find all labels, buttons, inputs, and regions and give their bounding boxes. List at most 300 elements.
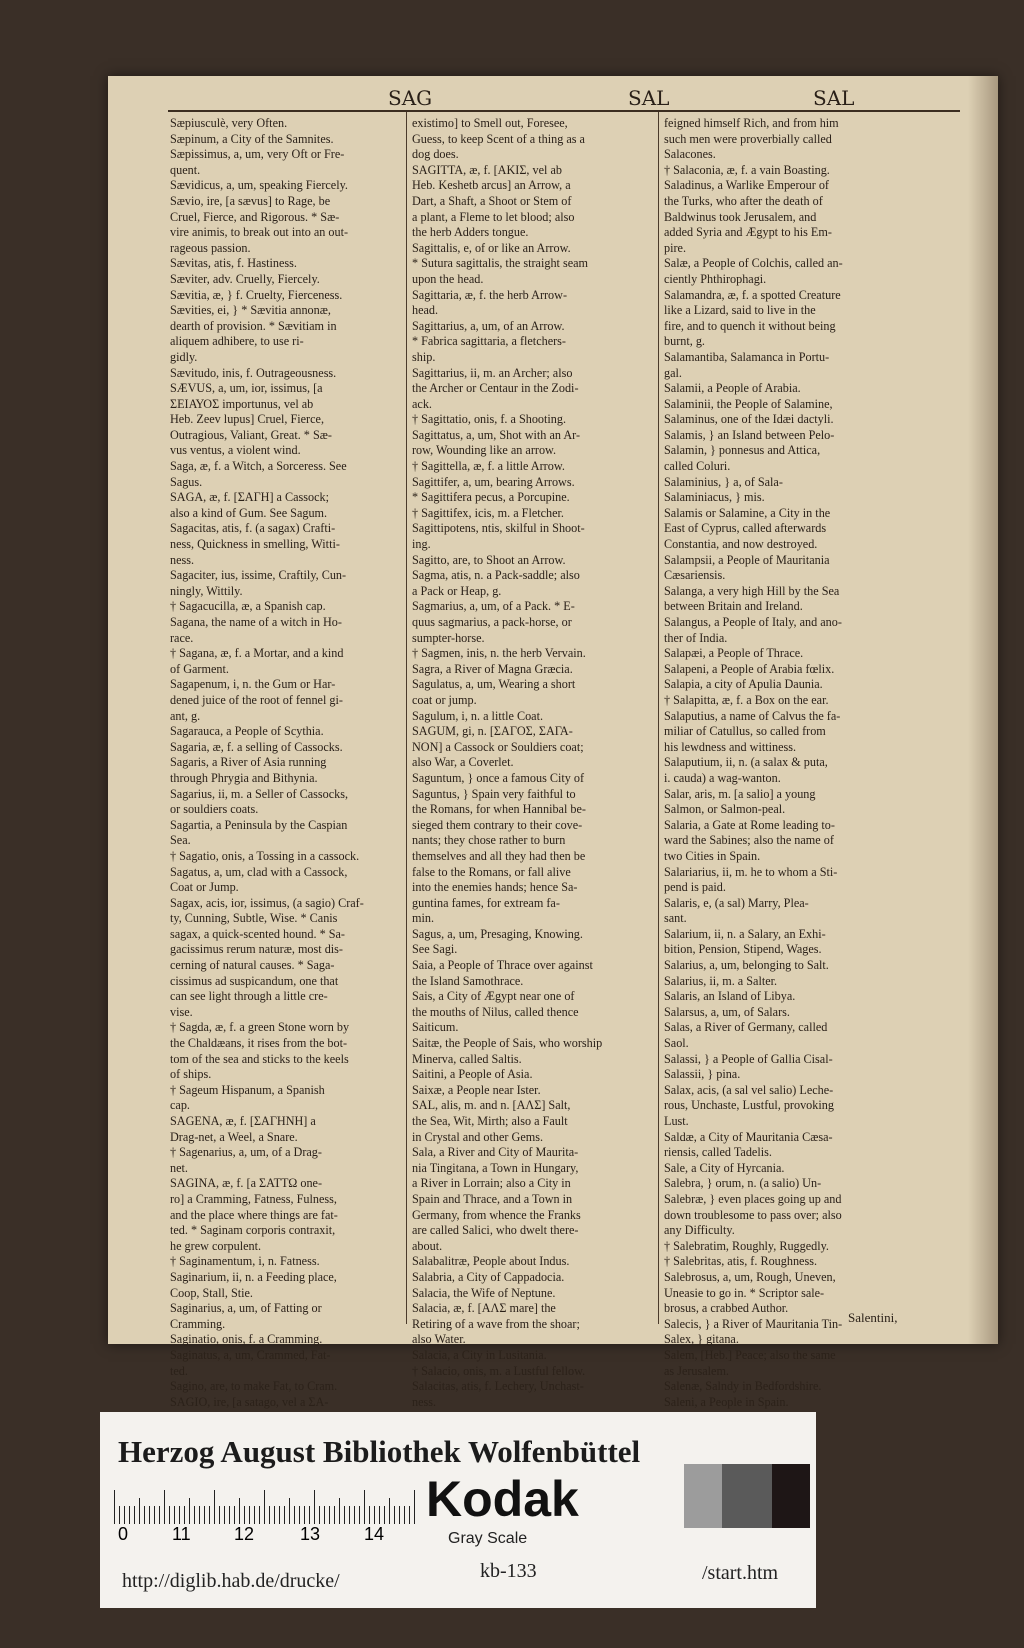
gray-patch-dark (772, 1464, 810, 1528)
ruler-tick (324, 1506, 325, 1524)
dictionary-line: dog does. (412, 147, 459, 162)
dictionary-line: Heb. Keshetb arcus] an Arrow, a (412, 178, 571, 193)
dictionary-line: the Sea, Wit, Mirth; also a Fault (412, 1114, 568, 1128)
dictionary-line: † Saginamentum, i, n. Fatness. (170, 1254, 320, 1269)
dictionary-line: Sagittaria, æ, f. the herb Arrow- (412, 287, 568, 302)
dictionary-line: Salmon, or Salmon-peal. (664, 802, 786, 817)
ruler-tick (369, 1506, 370, 1524)
ruler-tick (139, 1498, 140, 1524)
ruler-tick (124, 1506, 125, 1524)
ruler-tick (319, 1506, 320, 1524)
ruler-tick (414, 1490, 415, 1524)
dictionary-line: existimo] to Smell out, Foresee, (412, 116, 568, 130)
dictionary-line: Salax, acis, (a sal vel salio) Leche- (664, 1082, 834, 1097)
ruler-tick (239, 1498, 240, 1524)
dictionary-line: the Chaldæans, it rises from the bot- (170, 1036, 348, 1051)
ruler-tick (189, 1498, 190, 1524)
dictionary-line: † Sagittatio, onis, f. a Shooting. (412, 412, 567, 427)
dictionary-line: rageous passion. (170, 240, 251, 255)
dictionary-line: quent. (170, 162, 201, 177)
ruler-tick (309, 1506, 310, 1524)
dictionary-line: Saiticum. (412, 1020, 459, 1035)
ruler-tick (304, 1506, 305, 1524)
dictionary-line: brosus, a crabbed Author. (664, 1301, 789, 1316)
dictionary-line: Sale, a City of Hyrcania. (664, 1160, 785, 1175)
dictionary-line: net. (170, 1160, 188, 1175)
dictionary-line: of ships. (170, 1067, 212, 1082)
dictionary-line: Sagana, the name of a witch in Ho- (170, 615, 342, 629)
dictionary-line: cap. (170, 1098, 190, 1113)
dictionary-line: ship. (412, 349, 436, 364)
ruler-tick (404, 1506, 405, 1524)
dictionary-line: bition, Pension, Stipend, Wages. (664, 942, 822, 957)
dictionary-line: Salapia, a city of Apulia Daunia. (664, 677, 823, 692)
dictionary-line: † Sagacucilla, æ, a Spanish cap. (170, 599, 326, 614)
dictionary-line: Sagaria, æ, f. a selling of Cassocks. (170, 739, 343, 754)
dictionary-line: about. (412, 1238, 443, 1253)
dictionary-line: and the place where things are fat- (170, 1207, 338, 1222)
dictionary-line: the herb Adders tongue. (412, 225, 529, 240)
dictionary-line: Sagulatus, a, um, Wearing a short (412, 677, 576, 692)
ruler-tick (299, 1506, 300, 1524)
dictionary-line: Salamin, } ponnesus and Attica, (664, 443, 821, 458)
gray-patch-light (684, 1464, 722, 1528)
dictionary-line: † Sagmen, inis, n. the herb Vervain. (412, 646, 586, 661)
dictionary-line: Salacia, a City in Lusitania. (412, 1347, 547, 1362)
dictionary-line: head. (412, 303, 439, 318)
dictionary-line: Saia, a People of Thrace over against (412, 958, 593, 973)
dictionary-line: Sagaris, a River of Asia running (170, 755, 327, 770)
dictionary-line: Sæpinum, a City of the Samnites. (170, 131, 334, 146)
dictionary-line: min. (412, 911, 435, 926)
header-middle: SAL (628, 86, 670, 110)
ruler-tick (144, 1506, 145, 1524)
ruler-tick (364, 1490, 365, 1524)
dictionary-line: Cæsariensis. (664, 568, 726, 583)
ruler-tick (359, 1506, 360, 1524)
dictionary-line: as Jerusalem. (664, 1363, 729, 1378)
dictionary-line: false to the Romans, or fall alive (412, 864, 571, 879)
dictionary-line: Saitini, a People of Asia. (412, 1067, 533, 1082)
ruler-tick (184, 1506, 185, 1524)
dictionary-line: Sævitas, atis, f. Hastiness. (170, 256, 297, 271)
dictionary-line: ro] a Cramming, Fatness, Fulness, (170, 1191, 337, 1206)
dictionary-line: SAGUM, gi, n. [ΣΑΓΟΣ, ΣΑΓΑ- (412, 724, 573, 739)
dictionary-line: in Crystal and other Gems. (412, 1129, 543, 1144)
dictionary-line: gal. (664, 365, 682, 380)
scale-number: 12 (234, 1524, 255, 1544)
library-name: Herzog August Bibliothek Wolfenbüttel (118, 1434, 641, 1469)
dictionary-line: also Water. (412, 1332, 466, 1347)
ruler-tick (159, 1506, 160, 1524)
dictionary-line: Salarsus, a, um, of Salars. (664, 1004, 790, 1019)
ruler-tick (399, 1506, 400, 1524)
dictionary-line: pire. (664, 240, 686, 255)
ruler-tick (199, 1506, 200, 1524)
dictionary-line: Retiring of a wave from the shoar; (412, 1316, 580, 1331)
dictionary-line: Salarius, a, um, belonging to Salt. (664, 958, 829, 973)
dictionary-line: Lust. (664, 1114, 689, 1128)
dictionary-line: riensis, called Tadelis. (664, 1145, 772, 1160)
dictionary-line: a River in Lorrain; also a City in (412, 1176, 571, 1191)
dictionary-line: † Sagda, æ, f. a green Stone worn by (170, 1020, 350, 1035)
ruler-tick (349, 1506, 350, 1524)
dictionary-line: † Salacio, onis, m. a Lustful fellow. (412, 1363, 586, 1378)
ruler-tick (154, 1506, 155, 1524)
dictionary-line: Saguntum, } once a famous City of (412, 770, 585, 785)
ruler-tick (279, 1506, 280, 1524)
dictionary-line: * Sutura sagittalis, the straight seam (412, 256, 589, 271)
dictionary-line: Saginarius, a, um, of Fatting or (170, 1301, 322, 1316)
ruler-tick (229, 1506, 230, 1524)
ruler-tick (269, 1506, 270, 1524)
dictionary-line: Constantia, and now destroyed. (664, 537, 818, 552)
dictionary-line: Sagatus, a, um, clad with a Cassock, (170, 864, 348, 879)
dictionary-line: † Sagatio, onis, a Tossing in a cassock. (170, 848, 360, 863)
ruler-tick (344, 1506, 345, 1524)
dictionary-line: Sagarius, ii, m. a Seller of Cassocks, (170, 786, 349, 801)
header-rule (168, 110, 960, 112)
dictionary-line: Saleni, a People in Spain. (664, 1394, 789, 1409)
dictionary-line: or souldiers coats. (170, 802, 259, 817)
dictionary-line: Salapæi, a People of Thrace. (664, 646, 804, 661)
dictionary-line: Sea. (170, 833, 191, 848)
scale-ruler (114, 1482, 414, 1524)
dictionary-line: called Coluri. (664, 459, 731, 474)
dictionary-line: he grew corpulent. (170, 1238, 262, 1253)
dictionary-line: vise. (170, 1004, 193, 1019)
ruler-tick (294, 1506, 295, 1524)
dictionary-line: ΣΕΙΑΥΟΣ importunus, vel ab (170, 396, 314, 411)
dictionary-line: Saol. (664, 1036, 689, 1051)
dictionary-line: Sagma, atis, n. a Pack-saddle; also (412, 568, 580, 583)
dictionary-line: Salem, [Heb.] Peace; also the same (664, 1347, 836, 1362)
scale-number: 13 (300, 1524, 321, 1544)
gray-patch-mid (722, 1464, 772, 1528)
dictionary-line: upon the head. (412, 271, 484, 286)
dictionary-line: † Salebritas, atis, f. Roughness. (664, 1254, 818, 1269)
dictionary-line: Baldwinus took Jerusalem, and (664, 209, 817, 224)
dictionary-line: themselves and all they had then be (412, 848, 586, 863)
dictionary-line: down troublesome to pass over; also (664, 1207, 842, 1222)
shelf-code: kb-133 (480, 1560, 537, 1582)
dictionary-line: ack. (412, 396, 432, 411)
dictionary-line: vire animis, to break out into an out- (170, 225, 349, 240)
gray-scale-label: Gray Scale (448, 1530, 528, 1547)
dictionary-line: into the enemies hands; hence Sa- (412, 880, 578, 895)
dictionary-line: Sagittifer, a, um, bearing Arrows. (412, 474, 575, 489)
catchword: Salentini, (848, 1310, 898, 1325)
dictionary-line: aliquem adhibere, to use ri- (170, 334, 304, 349)
kodak-logo: Kodak (426, 1471, 579, 1527)
dictionary-line: like a Lizard, said to live in the (664, 303, 816, 318)
dictionary-line: also War, a Coverlet. (412, 755, 514, 770)
scale-numbers (110, 1524, 410, 1548)
dictionary-line: Salabalitræ, People about Indus. (412, 1254, 570, 1269)
dictionary-line: Salaminius, } a, of Sala- (664, 474, 783, 489)
dictionary-line: Sævitudo, inis, f. Outrageousness. (170, 365, 337, 380)
dictionary-line: Salarium, ii, n. a Salary, an Exhi- (664, 926, 826, 941)
dictionary-line: Germany, from whence the Franks (412, 1207, 581, 1222)
dictionary-line: also a kind of Gum. See Sagum. (170, 505, 328, 520)
dictionary-line: Sagulum, i, n. a little Coat. (412, 708, 544, 723)
column-divider (406, 112, 407, 1324)
dictionary-line: the Turks, who after the death of (664, 193, 823, 208)
dictionary-line: the Archer or Centaur in the Zodi- (412, 381, 579, 396)
dictionary-column-3 (664, 116, 958, 1410)
column-divider (658, 112, 659, 1324)
dictionary-line: Sagittalis, e, of or like an Arrow. (412, 240, 571, 255)
dictionary-line: † Salebratim, Roughly, Ruggedly. (664, 1238, 829, 1253)
ruler-tick (379, 1506, 380, 1524)
ruler-tick (264, 1490, 265, 1524)
dictionary-line: Coat or Jump. (170, 880, 239, 895)
ruler-tick (224, 1506, 225, 1524)
dictionary-line: of Garment. (170, 661, 229, 676)
dictionary-line: Salas, a River of Germany, called (664, 1020, 828, 1035)
dictionary-line: Salar, aris, m. [a salio] a young (664, 786, 816, 801)
dictionary-line: Saladinus, a Warlike Emperour of (664, 178, 829, 193)
dictionary-line: Sagus, a, um, Presaging, Knowing. (412, 926, 583, 941)
dictionary-line: ted. * Saginam corporis contraxit, (170, 1223, 336, 1238)
dictionary-line: sieged them contrary to their cove- (412, 817, 583, 832)
dictionary-line: Salanga, a very high Hill by the Sea (664, 583, 840, 598)
dictionary-line: Salaria, a Gate at Rome leading to- (664, 817, 835, 832)
ruler-tick (219, 1506, 220, 1524)
dictionary-line: cissimus ad suspicandum, one that (170, 973, 339, 988)
dictionary-line: East of Cyprus, called afterwards (664, 521, 827, 536)
ruler-tick (194, 1506, 195, 1524)
dictionary-line: Salebra, } orum, n. (a salio) Un- (664, 1176, 822, 1191)
dictionary-line: * Sagittifera pecus, a Porcupine. (412, 490, 570, 505)
dictionary-line: * Fabrica sagittaria, a fletchers- (412, 334, 566, 349)
ruler-tick (249, 1506, 250, 1524)
ruler-tick (334, 1506, 335, 1524)
dictionary-line: Salamii, a People of Arabia. (664, 381, 801, 396)
dictionary-line: Saga, æ, f. a Witch, a Sorceress. See (170, 459, 347, 474)
dictionary-line: Cruel, Fierce, and Rigorous. * Sæ- (170, 209, 340, 224)
dictionary-line: Heb. Zeev lupus] Cruel, Fierce, (170, 412, 324, 427)
dictionary-line: such men were proverbially called (664, 131, 832, 146)
dictionary-line: tom of the sea and sticks to the keels (170, 1051, 349, 1066)
dictionary-line: Salamis or Salamine, a City in the (664, 505, 831, 520)
dictionary-line: nants; they chose rather to burn (412, 833, 566, 848)
dictionary-line: Sævitia, æ, } f. Cruelty, Fierceness. (170, 287, 343, 302)
dictionary-line: Spain and Thrace, and a Town in (412, 1191, 573, 1206)
dictionary-line: Salæ, a People of Colchis, called an- (664, 256, 843, 271)
dictionary-line: Saldæ, a City of Mauritania Cæsa- (664, 1129, 833, 1144)
dictionary-line: Salassi, } a People of Gallia Cisal- (664, 1051, 833, 1066)
ruler-tick (384, 1506, 385, 1524)
dictionary-line: cerning of natural causes. * Saga- (170, 958, 335, 973)
ruler-tick (314, 1490, 315, 1524)
ruler-tick (259, 1506, 260, 1524)
dictionary-line: sumpter-horse. (412, 630, 485, 645)
dictionary-column-2 (412, 116, 652, 1426)
dictionary-line: Minerva, called Saltis. (412, 1051, 522, 1066)
ruler-tick (114, 1490, 115, 1524)
dictionary-line: Salaputium, ii, n. (a salax & puta, (664, 755, 828, 770)
ruler-tick (374, 1506, 375, 1524)
dictionary-line: Saixæ, a People near Ister. (412, 1082, 541, 1097)
scale-number: 14 (364, 1524, 385, 1544)
dictionary-line: Salaris, e, (a sal) Marry, Plea- (664, 895, 809, 910)
dictionary-line: Uneasie to go in. * Scriptor sale- (664, 1285, 825, 1300)
ruler-tick (284, 1506, 285, 1524)
dictionary-line: Salapeni, a People of Arabia fœlix. (664, 661, 835, 676)
dictionary-line: rous, Unchaste, Lustful, provoking (664, 1098, 834, 1113)
dictionary-line: Salamantiba, Salamanca in Portu- (664, 349, 830, 364)
dictionary-line: Salabria, a City of Cappadocia. (412, 1269, 565, 1284)
dictionary-line: fire, and to quench it without being (664, 318, 836, 333)
dictionary-line: SAGITTA, æ, f. [ΑΚΙΣ, vel ab (412, 162, 562, 177)
dictionary-line: ant, g. (170, 708, 201, 723)
dictionary-line: nia Tingitana, a Town in Hungary, (412, 1160, 579, 1175)
dictionary-line: Salenæ, Salndy in Bedfordshire. (664, 1379, 822, 1394)
dictionary-line: any Difficulty. (664, 1223, 735, 1238)
dictionary-line: burnt, g. (664, 334, 705, 349)
dictionary-line: Outragious, Valiant, Great. * Sæ- (170, 427, 332, 442)
dictionary-line: ness, Quickness in smelling, Witti- (170, 537, 340, 552)
ruler-tick (129, 1506, 130, 1524)
dictionary-line: can see light through a little cre- (170, 989, 328, 1004)
ruler-tick (329, 1506, 330, 1524)
dictionary-line: † Sagittella, æ, f. a little Arrow. (412, 459, 565, 474)
ruler-tick (204, 1506, 205, 1524)
dictionary-line: Salebræ, } even places going up and (664, 1191, 842, 1206)
dictionary-line: are called Salici, who dwelt there- (412, 1223, 579, 1238)
dictionary-line: Sæpiusculè, very Often. (170, 116, 288, 130)
ruler-tick (409, 1506, 410, 1524)
ruler-tick (254, 1506, 255, 1524)
dictionary-line: gidly. (170, 349, 198, 364)
dictionary-line: race. (170, 630, 194, 645)
dictionary-line: i. cauda) a wag-wanton. (664, 770, 781, 785)
dictionary-line: † Sagana, æ, f. a Mortar, and a kind (170, 646, 344, 661)
dictionary-line: Sagus. (170, 474, 203, 489)
dictionary-line: between Britain and Ireland. (664, 599, 803, 614)
dictionary-line: Sagacitas, atis, f. (a sagax) Crafti- (170, 521, 336, 536)
dictionary-line: the Island Samothrace. (412, 973, 524, 988)
ruler-tick (234, 1506, 235, 1524)
dictionary-line: Salarius, ii, m. a Salter. (664, 973, 778, 988)
dictionary-line: Salacia, the Wife of Neptune. (412, 1285, 556, 1300)
url-suffix: /start.htm (702, 1562, 779, 1584)
header-left: SAG (388, 86, 433, 110)
library-url: http://diglib.hab.de/drucke/ (122, 1570, 340, 1592)
dictionary-line: NON] a Cassock or Souldiers coat; (412, 739, 584, 754)
dictionary-line: Salebrosus, a, um, Rough, Uneven, (664, 1269, 836, 1284)
dictionary-line: Sagittarius, a, um, of an Arrow. (412, 318, 565, 333)
ruler-tick (169, 1506, 170, 1524)
dictionary-line: a plant, a Fleme to let blood; also (412, 209, 575, 224)
dictionary-line: Salacitas, atis, f. Lechery, Unchast- (412, 1379, 584, 1394)
dictionary-line: Salaris, an Island of Libya. (664, 989, 796, 1004)
ruler-tick (209, 1506, 210, 1524)
ruler-tick (134, 1506, 135, 1524)
dictionary-line: Dart, a Shaft, a Shoot or Stem of (412, 193, 572, 208)
ruler-tick (289, 1498, 290, 1524)
dictionary-line: Sagittipotens, ntis, skilful in Shoot- (412, 521, 585, 536)
dictionary-line: added Syria and Ægypt to his Em- (664, 225, 832, 240)
ruler-tick (164, 1490, 165, 1524)
dictionary-line: Sævio, ire, [a sævus] to Rage, be (170, 193, 331, 208)
ruler-tick (394, 1506, 395, 1524)
dictionary-line: dearth of provision. * Sævitiam in (170, 318, 337, 333)
dictionary-line: SAGA, æ, f. [ΣΑΓΗ] a Cassock; (170, 490, 330, 505)
dictionary-line: ward the Sabines; also the name of (664, 833, 834, 848)
dictionary-line: † Salaconia, æ, f. a vain Boasting. (664, 162, 830, 177)
ruler-tick (274, 1506, 275, 1524)
header-right: SAL (813, 86, 855, 110)
dictionary-line: SAGENA, æ, f. [ΣΑΓΗΝΗ] a (170, 1114, 316, 1128)
ruler-tick (354, 1506, 355, 1524)
kodak-color-target (100, 1412, 816, 1608)
dictionary-line: † Sagenarius, a, um, of a Drag- (170, 1145, 322, 1160)
ruler-tick (244, 1506, 245, 1524)
dictionary-line: Sæviter, adv. Cruelly, Fiercely. (170, 271, 320, 286)
dictionary-line: Sagarauca, a People of Scythia. (170, 724, 324, 739)
dictionary-line: Saginatus, a, um, Crammed, Fat- (170, 1347, 331, 1362)
dictionary-line: Salamis, } an Island between Pelo- (664, 427, 835, 442)
dictionary-line: Sagapenum, i, n. the Gum or Har- (170, 677, 336, 692)
dictionary-line: row, Wounding like an arrow. (412, 443, 557, 458)
dictionary-line: Salaputius, a name of Calvus the fa- (664, 708, 841, 723)
ruler-tick (339, 1498, 340, 1524)
dictionary-line: Saginatio, onis, f. a Cramming. (170, 1332, 323, 1347)
dictionary-line: Sagittarius, ii, m. an Archer; also (412, 365, 573, 380)
dictionary-line: Salaminus, one of the Idæi dactyli. (664, 412, 834, 427)
dictionary-line: SAGINA, æ, f. [a ΣΑΤΤΩ one- (170, 1176, 323, 1191)
scale-number: 0 (118, 1524, 129, 1544)
scale-number: 11 (172, 1524, 191, 1544)
dictionary-line: Salaminii, the People of Salamine, (664, 396, 833, 411)
dictionary-line: Sagitto, are, to Shoot an Arrow. (412, 552, 566, 567)
dictionary-line: Guess, to keep Scent of a thing as a (412, 131, 585, 146)
dictionary-line: Salampsii, a People of Mauritania (664, 552, 830, 567)
dictionary-line: Sæpissimus, a, um, very Oft or Fre- (170, 147, 345, 162)
dictionary-line: Sais, a City of Ægypt near one of (412, 989, 575, 1004)
dictionary-line: Coop, Stall, Stie. (170, 1285, 253, 1300)
ruler-tick (214, 1490, 215, 1524)
dictionary-line: † Sageum Hispanum, a Spanish (170, 1082, 325, 1097)
dictionary-line: SAGIO, ire, [a satago, vel a ΣΑ- (170, 1394, 329, 1409)
dictionary-line: Sævities, ei, } * Sævitia annonæ, (170, 303, 331, 318)
dictionary-line: Salariarius, ii, m. he to whom a Sti- (664, 864, 838, 879)
dictionary-line: through Phrygia and Bithynia. (170, 770, 318, 785)
dictionary-line: Saguntus, } Spain very faithful to (412, 786, 576, 801)
dictionary-line: Salamandra, æ, f. a spotted Creature (664, 287, 841, 302)
dictionary-line: Sagino, are, to make Fat, to Cram. (170, 1379, 338, 1394)
dictionary-line: vus ventus, a violent wind. (170, 443, 301, 458)
dictionary-line: † Salapitta, æ, f. a Box on the ear. (664, 692, 829, 707)
dictionary-line: Cramming. (170, 1316, 226, 1331)
dictionary-line: guntina fames, for extream fa- (412, 895, 560, 910)
ruler-tick (179, 1506, 180, 1524)
dictionary-line: Salaminiacus, } mis. (664, 490, 765, 505)
dictionary-line: ness. (412, 1394, 437, 1409)
dictionary-line: ty, Cunning, Subtle, Wise. * Canis (170, 911, 338, 926)
dictionary-column-1 (170, 116, 400, 1426)
dictionary-line: Sala, a River and City of Maurita- (412, 1145, 579, 1160)
dictionary-line: Saitæ, the People of Sais, who worship (412, 1036, 603, 1051)
dictionary-line: feigned himself Rich, and from him (664, 116, 839, 130)
dictionary-line: Sagittatus, a, um, Shot with an Ar- (412, 427, 580, 442)
dictionary-line: ted. (170, 1363, 188, 1378)
dictionary-line: pend is paid. (664, 880, 726, 895)
dictionary-line: ther of India. (664, 630, 728, 645)
dictionary-line: the mouths of Nilus, called thence (412, 1004, 579, 1019)
